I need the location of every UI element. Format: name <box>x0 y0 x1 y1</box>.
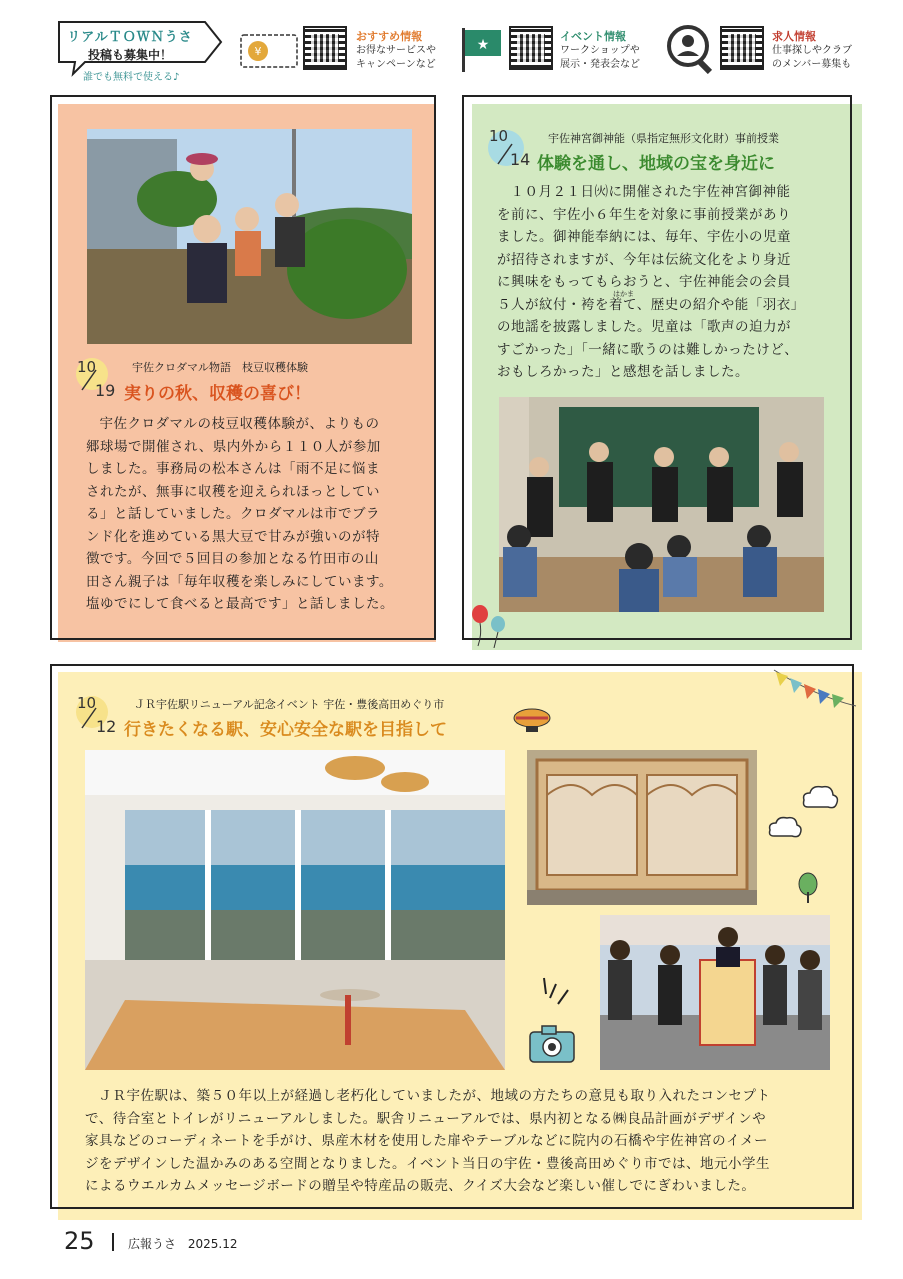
article2-line: が招待されますが、今年は伝統文化をより身近 <box>497 251 791 268</box>
article3-date-month: 10 <box>77 694 97 712</box>
bunting-flags-icon <box>770 666 860 712</box>
article3-date-day: 12 <box>96 717 117 736</box>
qr-code-recommend[interactable] <box>303 26 347 70</box>
waiting-room-photo <box>85 750 505 1070</box>
recommend-desc-1: お得なサービスや <box>356 45 436 56</box>
article1-subtitle: 宇佐クロダマル物語 枝豆収穫体験 <box>132 361 308 374</box>
article1-line: 田さん親子は「毎年収穫を楽しみにしています。 <box>86 573 393 590</box>
article1-date-month: 10 <box>77 358 97 376</box>
article3-line: によるウエルカムメッセージボードの贈呈や特産品の販売、クイズ大会など楽しい催しでにぎわいました。 <box>85 1178 756 1194</box>
event-desc-1: ワークショップや <box>560 45 640 56</box>
tree-icon <box>797 872 819 904</box>
article3-line: ジをデザインした温かみのある空間となりました。イベント当日の宇佐・豊後高田めぐり市では、地元小学生 <box>85 1155 771 1172</box>
article2-line: すごかった」「一緒に歌うのは難しかったけど、 <box>497 341 799 358</box>
event-title: イベント情報 <box>560 30 626 43</box>
article2-line: に興味をもってもらおうと、宇佐神能会の会員 <box>497 274 791 290</box>
qr-code-jobs[interactable] <box>720 26 764 70</box>
article2-date-day: 14 <box>510 150 531 169</box>
svg-text:¥: ¥ <box>254 45 262 58</box>
article1-line: る」と話していました。クロダマルは市でブラ <box>86 506 380 522</box>
article1-date-day: 19 <box>95 381 116 400</box>
article2-subtitle: 宇佐神宮御神能（県指定無形文化財）事前授業 <box>548 132 779 145</box>
jobs-desc-1: 仕事探しやクラブ <box>772 45 852 56</box>
article1-line: ンド化を進めている黒大豆で甘みが強いのが特 <box>86 528 380 545</box>
article1-body <box>86 413 426 616</box>
article1-line: 宇佐クロダマルの枝豆収穫体験が、よりもの <box>99 416 380 432</box>
qr-code-event[interactable] <box>509 26 553 70</box>
article2-line: を前に、宇佐小６年生を対象に事前授業があり <box>497 206 791 223</box>
article2-headline: 体験を通し、地域の宝を身近に <box>537 154 775 174</box>
article2-line: おもしろかった」と感想を話しました。 <box>497 364 749 380</box>
edamame-harvest-photo <box>87 129 412 344</box>
magnifier-person-icon <box>664 24 718 74</box>
footer-divider <box>112 1233 114 1251</box>
page-number: 25 <box>64 1227 95 1255</box>
article1-line: 塩ゆでにして食べると最高です」と話しました。 <box>86 596 394 612</box>
article3-line: で、待合室とトイレがリニューアルしました。駅舎リニューアルでは、県内初となる㈱良品計画がデザインや <box>85 1110 767 1127</box>
article2-date-month: 10 <box>489 127 509 145</box>
noh-class-photo <box>499 397 824 612</box>
cloud-icon-2 <box>767 814 803 842</box>
wooden-door-photo <box>527 750 757 905</box>
footer-publication <box>128 1235 237 1252</box>
recommend-title: おすすめ情報 <box>356 30 423 43</box>
article2-line: ５人が紋付・袴を着て、歴史の紹介や能「羽衣」 <box>497 296 805 313</box>
publication-name: 広報うさ <box>128 1237 177 1251</box>
article2-line: の地謡を披露しました。児童は「歌声の迫力が <box>497 319 791 335</box>
badge-note: 誰でも無料で使える♪ <box>83 72 180 83</box>
yen-coin-ticket-icon <box>240 34 298 68</box>
badge-title: リアルＴＯＷＮうさ <box>67 30 193 45</box>
event-desc-2: 展示・発表会など <box>560 59 640 70</box>
balloons-icon <box>468 604 508 648</box>
svg-text:★: ★ <box>476 37 490 53</box>
article2-line: ました。御神能奉納には、毎年、宇佐小の児童 <box>497 229 791 245</box>
article1-line: 徴です。今回で５回目の参加となる竹田市の山 <box>86 551 379 567</box>
badge-subtitle: 投稿も募集中！ <box>87 48 172 62</box>
recommend-desc-2: キャンペーンなど <box>356 59 436 70</box>
hakama-ruby: はかま <box>613 290 634 298</box>
article3-headline: 行きたくなる駅、安心安全な駅を目指して <box>124 720 447 740</box>
article3-body <box>85 1085 845 1198</box>
article1-line: 郷球場で開催され、県内外から１１０人が参加 <box>86 438 381 455</box>
article3-subtitle: ＪＲ宇佐駅リニューアル記念イベント 宇佐・豊後高田めぐり市 <box>134 698 445 711</box>
issue-date: 2025.12 <box>187 1237 238 1251</box>
article3-line: 家具などのコーディネートを手がけ、県産木材を使用した扉やテーブルなどに院内の石橋や宇佐神宮のイメー <box>85 1133 769 1149</box>
article1-line: しました。事務局の松本さんは「雨不足に悩ま <box>86 461 380 477</box>
article3-line: ＪＲ宇佐駅は、築５０年以上が経過し老朽化していましたが、地域の方たちの意見も取り入れたコンセプト <box>98 1088 771 1104</box>
article2-line: １０月２１日㈫に開催された宇佐神宮御神能 <box>510 184 791 200</box>
article1-line: されたが、無事に収穫を迎えられほっとしてい <box>86 483 380 500</box>
article2-body <box>497 181 837 384</box>
camera-icon <box>528 976 576 1066</box>
star-flag-icon <box>460 26 504 74</box>
airship-icon <box>510 706 556 734</box>
welcome-board-photo <box>600 915 830 1070</box>
real-town-usa-badge[interactable] <box>55 20 220 83</box>
cloud-icon <box>800 783 840 813</box>
jobs-desc-2: のメンバー募集も <box>772 59 852 70</box>
jobs-title: 求人情報 <box>772 30 816 43</box>
article1-headline: 実りの秋、収穫の喜び！ <box>124 384 311 404</box>
